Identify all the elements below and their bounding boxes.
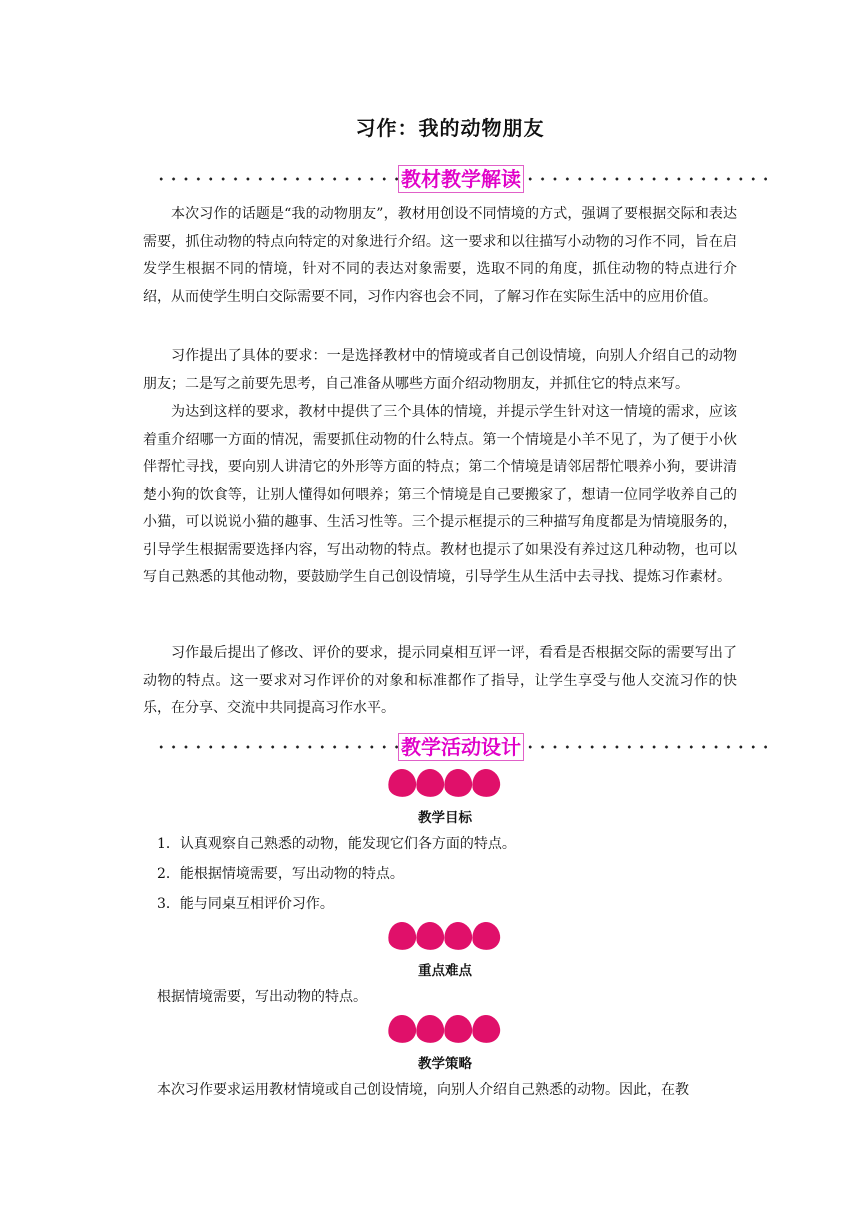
paragraph-situations: 为达到这样的要求，教材中提供了三个具体的情境，并提示学生针对这一情境的需求，应该着重介绍哪一方面的情况，需要抓住动物的什么特点。第一个情境是小羊不见了，为了便于小伙伴帮忙寻找，要向别人讲清它的外形等方面的特点；第二个情境是请邻居帮忙喂养小狗，要讲清楚小狗的饮食等，让别人懂得如何喂养；第三个情境是自己要搬家了，想请一位同学收养自己的小猫，可以说说小猫的趣事、生活习性等。三个提示框提示的三种描写角度都是为情境服务的，引导学生根据需要选择内容，写出动物的特点。教材也提示了如果没有养过这几种动物，也可以写自己熟悉的其他动物，要鼓励学生自己创设情境，引导学生从生活中去寻找、提炼习作素材。 [143, 404, 737, 585]
dotted-rule-right [524, 744, 767, 750]
section-divider-activities [155, 733, 767, 761]
subheading-strategy: 教学策略 [418, 1056, 472, 1072]
dotted-rule-left [155, 744, 398, 750]
section-label-textbook: 教材教学解读 [398, 165, 524, 193]
paragraph-intro: 本次习作的话题是“我的动物朋友”，教材用创设不同情境的方式，强调了要根据交际和表达需要，抓住动物的特点向特定的对象进行介绍。这一要求和以往描写小动物的习作不同，旨在启发学生根据不同的情境，针对不同的表达对象需要，选取不同的角度，抓住动物的特点进行介绍，从而使学生明白交际需要不同，习作内容也会不同，了解习作在实际生活中的应用价值。 [143, 206, 737, 305]
goal-item: 3．能与同桌互相评价习作。 [157, 896, 334, 912]
paragraph-requirements: 习作提出了具体的要求：一是选择教材中的情境或者自己创设情境，向别人介绍自己的动物朋友；二是写之前要先思考，自己准备从哪些方面介绍动物朋友，并抓住它的特点来写。 [143, 348, 737, 392]
petal-badge-icon [388, 769, 500, 797]
section-divider-textbook [155, 165, 767, 193]
goal-item: 1．认真观察自己熟悉的动物，能发现它们各方面的特点。 [157, 836, 516, 852]
petal-badge-icon [388, 922, 500, 950]
subheading-key-points: 重点难点 [418, 963, 472, 979]
dotted-rule-right [524, 176, 767, 182]
page-title: 习作：我的动物朋友 [355, 116, 545, 140]
strategy-text: 本次习作要求运用教材情境或自己创设情境，向别人介绍自己熟悉的动物。因此，在教 [157, 1082, 689, 1098]
goal-item: 2．能根据情境需要，写出动物的特点。 [157, 866, 404, 882]
dotted-rule-left [155, 176, 398, 182]
petal-badge-icon [388, 1015, 500, 1043]
section-label-activities: 教学活动设计 [398, 733, 524, 761]
paragraph-evaluation: 习作最后提出了修改、评价的要求，提示同桌相互评一评，看看是否根据交际的需要写出了动物的特点。这一要求对习作评价的对象和标准都作了指导，让学生享受与他人交流习作的快乐，在分享、交流中共同提高习作水平。 [143, 645, 737, 716]
key-points-text: 根据情境需要，写出动物的特点。 [157, 989, 367, 1005]
subheading-goals: 教学目标 [418, 810, 472, 826]
